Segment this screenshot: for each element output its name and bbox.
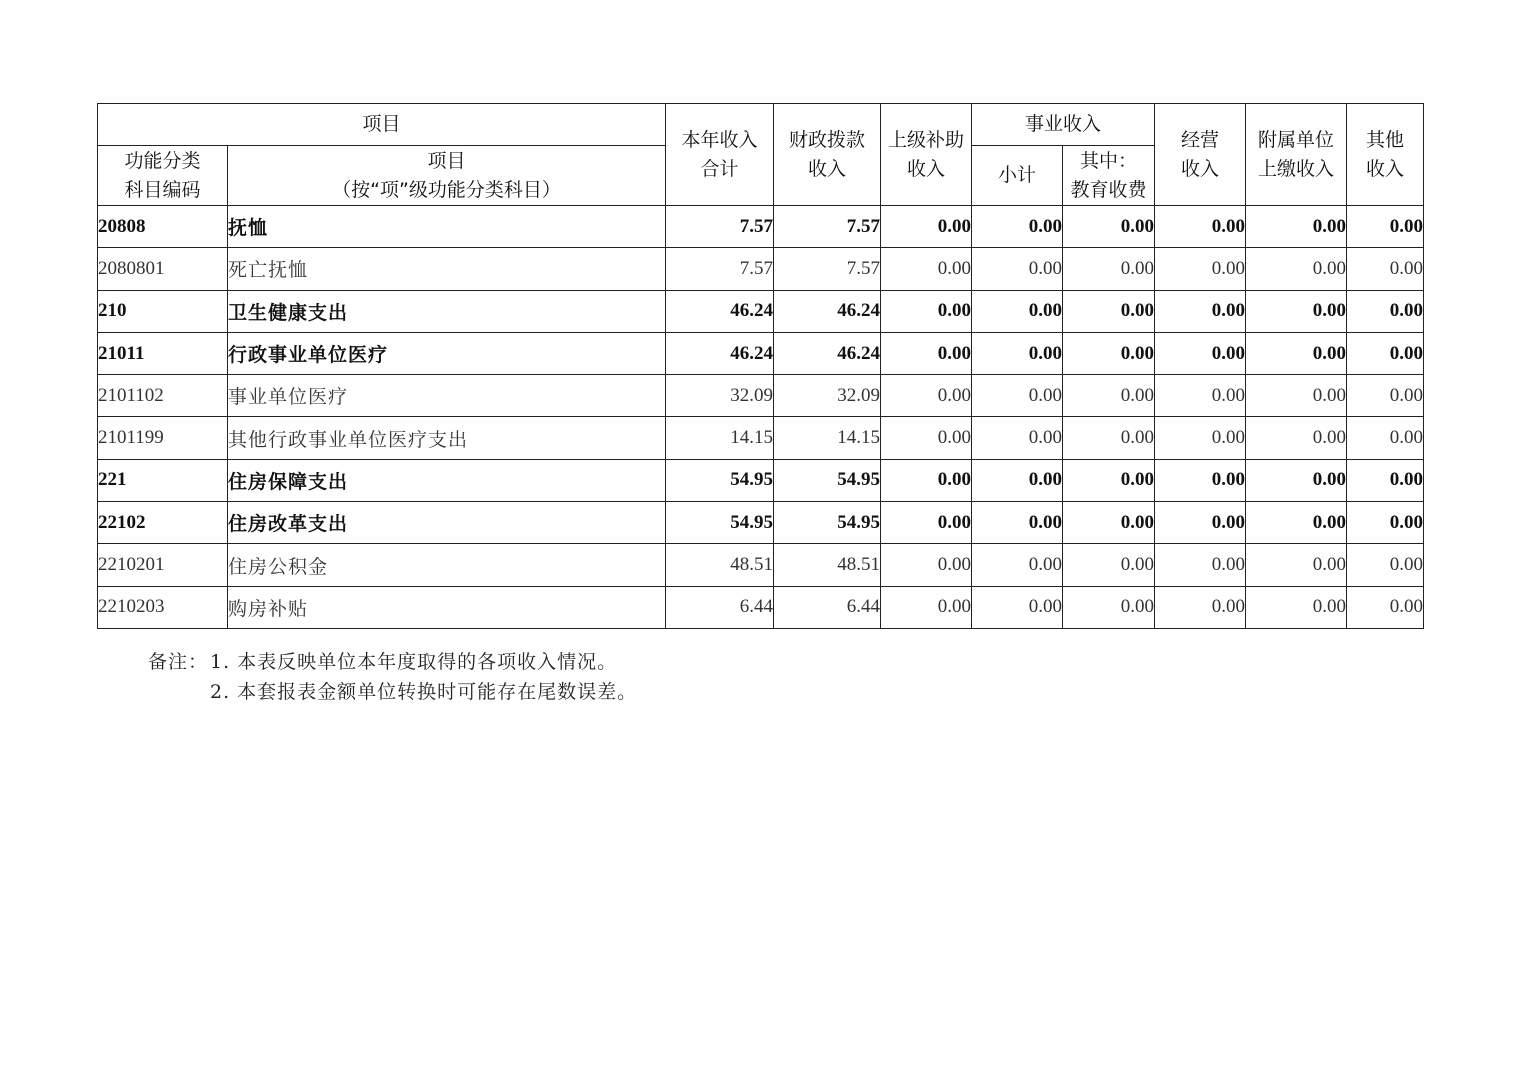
- cell-code: 20808: [98, 206, 228, 248]
- header-project: 项目: [98, 104, 666, 146]
- cell-value: 32.09: [774, 375, 881, 417]
- cell-value: 0.00: [1347, 586, 1424, 628]
- cell-value: 7.57: [666, 248, 774, 290]
- cell-name: 事业单位医疗: [228, 375, 666, 417]
- cell-value: 0.00: [972, 544, 1063, 586]
- table-row: [98, 375, 1424, 417]
- cell-name: 住房保障支出: [228, 459, 666, 501]
- header-project-sub: 项目 （按“项”级功能分类科目）: [228, 146, 666, 206]
- cell-value: 0.00: [1155, 586, 1246, 628]
- cell-value: 0.00: [881, 248, 972, 290]
- cell-value: 46.24: [666, 332, 774, 374]
- table-row: [98, 586, 1424, 628]
- header-superior: 上级补助 收入: [881, 104, 972, 206]
- cell-value: 0.00: [972, 206, 1063, 248]
- cell-name: 行政事业单位医疗: [228, 332, 666, 374]
- cell-value: 54.95: [774, 459, 881, 501]
- cell-name: 抚恤: [228, 206, 666, 248]
- cell-value: 54.95: [666, 459, 774, 501]
- cell-value: 46.24: [774, 290, 881, 332]
- cell-name: 住房改革支出: [228, 502, 666, 544]
- cell-code: 2080801: [98, 248, 228, 290]
- cell-value: 0.00: [1155, 290, 1246, 332]
- cell-value: 0.00: [1063, 586, 1155, 628]
- cell-value: 0.00: [1246, 502, 1347, 544]
- cell-value: 0.00: [1063, 375, 1155, 417]
- cell-name: 卫生健康支出: [228, 290, 666, 332]
- cell-name: 住房公积金: [228, 544, 666, 586]
- cell-value: 0.00: [972, 586, 1063, 628]
- table-row: [98, 544, 1424, 586]
- table-row: [98, 290, 1424, 332]
- table-header: [98, 104, 1424, 206]
- cell-value: 0.00: [972, 502, 1063, 544]
- cell-value: 0.00: [1347, 459, 1424, 501]
- cell-value: 0.00: [1063, 290, 1155, 332]
- cell-value: 0.00: [1155, 375, 1246, 417]
- cell-value: 0.00: [1063, 544, 1155, 586]
- cell-value: 0.00: [1246, 417, 1347, 459]
- table-row: [98, 206, 1424, 248]
- cell-value: 0.00: [972, 459, 1063, 501]
- cell-value: 0.00: [972, 248, 1063, 290]
- cell-value: 0.00: [881, 375, 972, 417]
- table-body: [98, 206, 1424, 629]
- cell-value: 0.00: [1063, 248, 1155, 290]
- header-edu: 其中： 教育收费: [1063, 146, 1155, 206]
- header-func-code: 功能分类 科目编码: [98, 146, 228, 206]
- cell-value: 14.15: [774, 417, 881, 459]
- cell-value: 0.00: [881, 502, 972, 544]
- cell-value: 0.00: [1347, 375, 1424, 417]
- cell-value: 7.57: [666, 206, 774, 248]
- cell-value: 0.00: [1155, 332, 1246, 374]
- cell-value: 0.00: [1347, 502, 1424, 544]
- cell-code: 2210203: [98, 586, 228, 628]
- cell-value: 0.00: [1347, 206, 1424, 248]
- cell-code: 2210201: [98, 544, 228, 586]
- cell-value: 0.00: [881, 459, 972, 501]
- cell-value: 0.00: [1347, 417, 1424, 459]
- cell-code: 22102: [98, 502, 228, 544]
- header-business: 事业收入: [972, 104, 1155, 146]
- cell-value: 0.00: [1246, 206, 1347, 248]
- cell-value: 0.00: [972, 375, 1063, 417]
- header-operating: 经营 收入: [1155, 104, 1246, 206]
- table-row: [98, 332, 1424, 374]
- header-fiscal: 财政拨款 收入: [774, 104, 881, 206]
- cell-value: 6.44: [774, 586, 881, 628]
- table-row: [98, 459, 1424, 501]
- cell-value: 0.00: [881, 417, 972, 459]
- cell-value: 7.57: [774, 206, 881, 248]
- cell-value: 0.00: [1246, 248, 1347, 290]
- cell-name: 死亡抚恤: [228, 248, 666, 290]
- cell-value: 48.51: [774, 544, 881, 586]
- cell-value: 54.95: [666, 502, 774, 544]
- cell-value: 0.00: [1155, 459, 1246, 501]
- cell-value: 0.00: [1246, 375, 1347, 417]
- cell-value: 0.00: [972, 332, 1063, 374]
- cell-value: 48.51: [666, 544, 774, 586]
- cell-value: 32.09: [666, 375, 774, 417]
- table-row: [98, 502, 1424, 544]
- cell-name: 其他行政事业单位医疗支出: [228, 417, 666, 459]
- cell-value: 0.00: [1246, 290, 1347, 332]
- cell-value: 0.00: [1246, 586, 1347, 628]
- cell-value: 0.00: [881, 206, 972, 248]
- cell-value: 0.00: [881, 290, 972, 332]
- cell-code: 210: [98, 290, 228, 332]
- header-total: 本年收入 合计: [666, 104, 774, 206]
- income-table: [97, 103, 1424, 629]
- cell-code: 21011: [98, 332, 228, 374]
- cell-value: 46.24: [774, 332, 881, 374]
- cell-value: 0.00: [1246, 544, 1347, 586]
- cell-value: 0.00: [1246, 332, 1347, 374]
- cell-code: 2101102: [98, 375, 228, 417]
- cell-value: 46.24: [666, 290, 774, 332]
- cell-value: 6.44: [666, 586, 774, 628]
- cell-code: 221: [98, 459, 228, 501]
- cell-value: 0.00: [1063, 502, 1155, 544]
- header-other: 其他 收入: [1347, 104, 1424, 206]
- cell-value: 0.00: [881, 544, 972, 586]
- cell-value: 0.00: [1246, 459, 1347, 501]
- cell-value: 0.00: [1063, 332, 1155, 374]
- notes: [148, 647, 637, 707]
- cell-name: 购房补贴: [228, 586, 666, 628]
- header-affiliated: 附属单位 上缴收入: [1246, 104, 1347, 206]
- cell-value: 0.00: [972, 417, 1063, 459]
- cell-value: 14.15: [666, 417, 774, 459]
- cell-value: 0.00: [1155, 248, 1246, 290]
- cell-value: 0.00: [1347, 290, 1424, 332]
- cell-value: 0.00: [1155, 544, 1246, 586]
- cell-value: 7.57: [774, 248, 881, 290]
- cell-value: 0.00: [1347, 544, 1424, 586]
- note-line-1: 1. 本表反映单位本年度取得的各项收入情况。: [210, 651, 618, 673]
- table-row: [98, 248, 1424, 290]
- cell-value: 0.00: [1063, 417, 1155, 459]
- cell-value: 0.00: [1155, 417, 1246, 459]
- note-line-2: 2. 本套报表金额单位转换时可能存在尾数误差。: [210, 681, 638, 703]
- cell-value: 0.00: [1155, 502, 1246, 544]
- cell-value: 0.00: [972, 290, 1063, 332]
- cell-value: 0.00: [1347, 248, 1424, 290]
- cell-value: 0.00: [881, 332, 972, 374]
- cell-value: 54.95: [774, 502, 881, 544]
- cell-value: 0.00: [1063, 206, 1155, 248]
- cell-value: 0.00: [881, 586, 972, 628]
- cell-value: 0.00: [1155, 206, 1246, 248]
- header-subtotal: 小计: [972, 146, 1063, 206]
- cell-value: 0.00: [1347, 332, 1424, 374]
- cell-value: 0.00: [1063, 459, 1155, 501]
- notes-label: 备注：: [148, 651, 209, 673]
- cell-code: 2101199: [98, 417, 228, 459]
- table-row: [98, 417, 1424, 459]
